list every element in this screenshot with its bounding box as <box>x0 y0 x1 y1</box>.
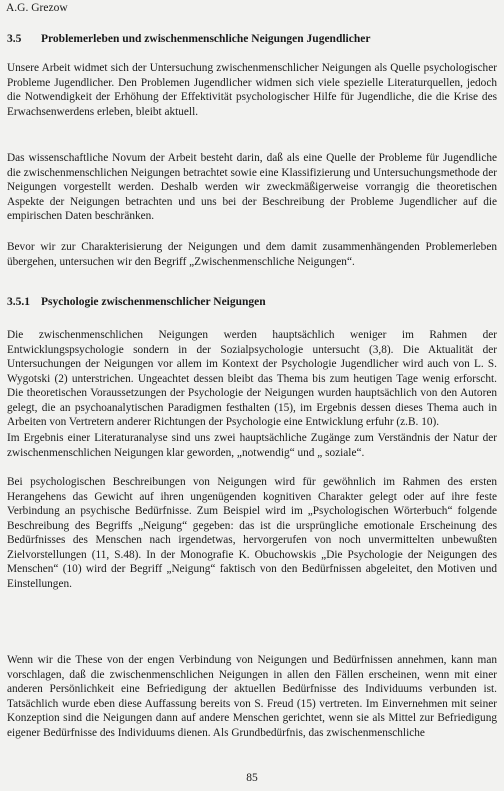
section-number: 3.5 <box>7 33 22 45</box>
page-number: 85 <box>246 772 258 784</box>
subsection-heading <box>7 296 266 308</box>
running-header-author: A.G. Grezow <box>6 2 68 14</box>
paragraph: Im Ergebnis einer Literaturanalyse sind uns zwei hauptsächliche Zugänge zum Verständnis der Natur der zwischenmenschlichen Neigungen klar geworden, „notwendig“ und „ soziale“. <box>7 432 497 459</box>
paragraph: Bei psychologischen Beschreibungen von Neigungen wird für gewöhnlich im Rahmen des ersten Herangehens das Gewicht auf ihren ungenügenden kognitiven Charakter gelegt oder auf ihre feste Verbindung an psychische Bedürfnisse. Zum Beispiel wird im „Psychologischen Wörterbuch“ folgende Beschreibung des Begriffs „Neigung“ gegeben: das ist die ursprüngliche emotionale Erscheinung des Bedürfnisses des Menschen nach irgendetwas, hervorgerufen von noch unvermittelten unbewußten Zielvorstellungen (11, S.48). In der Monografie K. Obuchowskis „Die Psychologie der Neigungen des Menschen“ (10) wird der Begriff „Neigung“ faktisch von den Bedürfnissen abgeleitet, den Motiven und Einstellungen. <box>7 476 497 590</box>
paragraph: Bevor wir zur Charakterisierung der Neigungen und dem damit zusammenhängenden Problemerleben übergehen, untersuchen wir den Begriff „Zwischenmenschliche Neigungen“. <box>7 241 497 268</box>
subsection-title: Psychologie zwischenmenschlicher Neigungen <box>41 296 266 308</box>
paragraph: Wenn wir die These von der engen Verbindung von Neigungen und Bedürfnissen annehmen, kann man vorschlagen, daß die zwischenmenschlichen Neigungen in allen den Fällen erscheinen, wenn mit einer anderen Persönlichkeit eine Befriedigung der aktuellen Bedürfnisse des Individuums verbunden ist. Tatsächlich wurde eben diese Auffassung bereits von S. Freud (15) vertreten. Im Einvernehmen mit seiner Konzeption sind die Neigungen dann auf andere Menschen gerichtet, wenn sie als Mittel zur Befriedigung eigener Bedürfnisse des Individuums dienen. Als Grundbedürfnis, das zwischenmenschliche <box>7 654 497 739</box>
subsection-number: 3.5.1 <box>7 296 30 308</box>
paragraph: Unsere Arbeit widmet sich der Untersuchung zwischenmenschlicher Neigungen als Quelle psychologischer Probleme Jugendlicher. Den Problemen Jugendlicher widmen sich viele spezielle Literaturquellen, jedoch die Notwendigkeit der Erhöhung der Effektivität psychologischer Hilfe für Jugendliche, die die Krise des Erwachsenwerdens erleben, bleibt aktuell. <box>7 62 497 118</box>
paragraph: Die zwischenmenschlichen Neigungen werden hauptsächlich weniger im Rahmen der Entwicklungspsychologie sondern in der Sozialpsychologie untersucht (3,8). Die Aktualität der Untersuchungen der Neigungen vor allem im Kontext der Psychologie Jugendlicher wird auch von L. S. Wygotski (2) unterstrichen. Ungeachtet dessen bleibt das Thema bis zum heutigen Tage wenig erforscht. Die theoretischen Voraussetzungen der Psychologie der Neigungen wurden hauptsächlich von den Autoren gelegt, die an psychoanalytischen Paradigmen festhalten (15), im Ergebnis dessen dieses Thema auch in Arbeiten von Vertretern anderer Richtungen der Psychologie eine Entwicklung erfuhr (z.B. 10). <box>7 329 497 428</box>
paragraph: Das wissenschaftliche Novum der Arbeit besteht darin, daß als eine Quelle der Probleme für Jugendliche die zwischenmenschlichen Neigungen betrachtet sowie eine Klassifizierung und Untersuchungsmethode der Neigungen vorgestellt werden. Deshalb werden wir zweckmäßigerweise vorrangig die theoretischen Aspekte der Neigungen betrachten und uns bei der Beschreibung der Probleme Jugendlicher auf die empirischen Daten beschränken. <box>7 152 497 222</box>
section-title: Problemerleben und zwischenmenschliche Neigungen Jugendlicher <box>41 33 371 45</box>
section-heading <box>7 33 370 45</box>
